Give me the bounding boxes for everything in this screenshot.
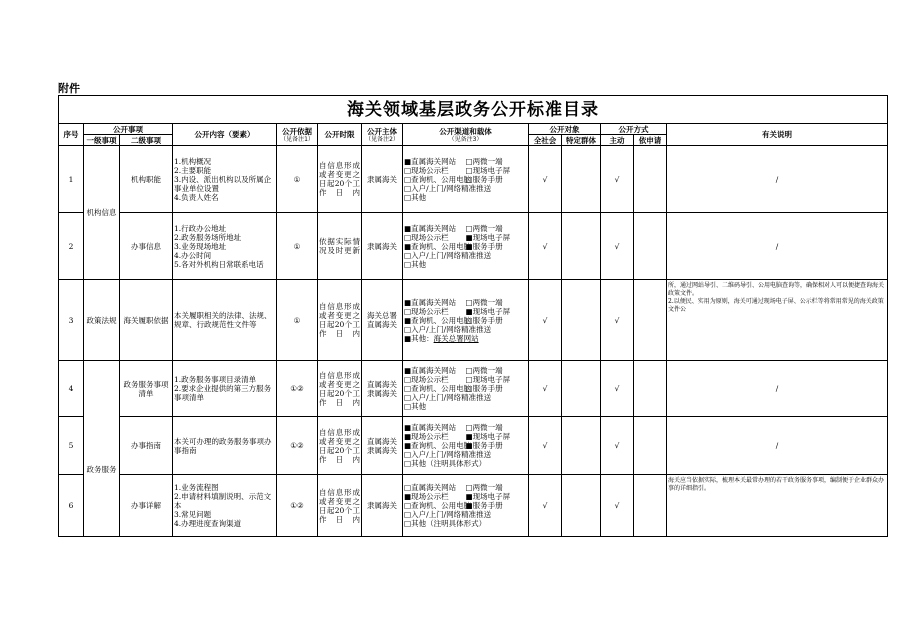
period-cell: 自信息形成或者变更之日起20个工作日内 — [318, 280, 362, 361]
header-subject: 公开主体 （见备注2） — [362, 124, 403, 146]
row-seq: 4 — [59, 361, 84, 417]
channel-option: □两微一端 — [465, 483, 503, 492]
table-row — [59, 417, 888, 475]
channel-option: ■其他： — [404, 333, 434, 343]
channel-cell — [403, 417, 529, 475]
channel-cell — [403, 213, 529, 280]
row-seq: 5 — [59, 417, 84, 475]
channel-option: □查询机、公用电脑 — [404, 384, 472, 393]
channel-option: □入户/上门/网络精准推送 — [404, 393, 492, 402]
header-mode-active: 主动 — [601, 135, 634, 146]
subject-cell: 海关总署 直属海关 — [362, 280, 403, 361]
mode-request-cell — [634, 146, 667, 213]
channel-option: □入户/上门/网络精准推送 — [404, 510, 492, 519]
channel-option: □现场公示栏 — [404, 165, 449, 175]
level2-item: 办事详解 — [120, 475, 173, 537]
channel-option: □服务手册 — [465, 384, 503, 393]
mode-active-cell: √ — [601, 361, 634, 417]
remark-cell: / — [667, 417, 888, 475]
target-all-cell: √ — [529, 146, 562, 213]
channel-option: ■现场公示栏 — [404, 432, 449, 441]
channel-option: ■直属海关网站 — [404, 423, 457, 432]
mode-active-cell: √ — [601, 417, 634, 475]
channel-option: □现场公示栏 — [404, 306, 449, 316]
header-remarks: 有关说明 — [667, 124, 888, 146]
channel-option: ■服务手册 — [465, 241, 503, 251]
table-row — [59, 146, 888, 213]
header-target-all: 全社会 — [529, 135, 562, 146]
channel-option: □入户/上门/网络精准推送 — [404, 324, 492, 334]
channel-option: □其他（注明具体形式） — [404, 459, 487, 468]
period-cell: 自信息形成或者变更之日起20个工作日内 — [318, 146, 362, 213]
header-target-specific: 特定群体 — [562, 135, 601, 146]
level2-item: 海关履职依据 — [120, 280, 173, 361]
table-row — [59, 280, 888, 361]
basis-cell: ① — [277, 146, 318, 213]
channel-cell — [403, 361, 529, 417]
channel-option: ■服务手册 — [465, 441, 503, 450]
channel-option: ■直属海关网站 — [404, 297, 457, 307]
content-cell: 1.行政办公地址 2.政务服务场所地址 3.业务现场地址 4.办公时间 5.各对外机构日常联系电话 — [173, 213, 277, 280]
content-cell: 本关可办理的政务服务事项办事指南 — [173, 417, 277, 475]
channel-cell — [403, 475, 529, 537]
channel-option: ■服务手册 — [465, 501, 503, 510]
basis-cell: ① — [277, 213, 318, 280]
header-level2: 二级事项 — [120, 135, 173, 146]
content-cell: 1.政务服务事项目录清单 2.要求企业提供的第三方服务事项清单 — [173, 361, 277, 417]
channel-option: ■直属海关网站 — [404, 223, 457, 233]
channel-list — [404, 157, 527, 202]
basis-cell: ①② — [277, 417, 318, 475]
channel-list — [404, 366, 527, 411]
channel-option: □现场公示栏 — [404, 375, 449, 384]
channel-option: ■查询机、公用电脑 — [404, 315, 472, 325]
target-specific-cell — [562, 361, 601, 417]
channel-option: □入户/上门/网络精准推送 — [404, 183, 492, 193]
other-channel-link[interactable]: 海关总署网站 — [433, 333, 479, 343]
level2-item: 办事指南 — [120, 417, 173, 475]
channel-list — [404, 224, 527, 269]
level2-item: 办事信息 — [120, 213, 173, 280]
target-all-cell: √ — [529, 280, 562, 361]
mode-active-cell: √ — [601, 475, 634, 537]
channel-option: □服务手册 — [465, 174, 503, 184]
disclosure-standard-table — [58, 95, 888, 537]
mode-active-cell: √ — [601, 146, 634, 213]
subject-cell: 直属海关 隶属海关 — [362, 417, 403, 475]
basis-cell: ① — [277, 280, 318, 361]
channel-list — [404, 423, 527, 468]
remark-cell: / — [667, 146, 888, 213]
header-channel-note: （见备注3） — [448, 135, 483, 143]
mode-request-cell — [634, 213, 667, 280]
channel-option: □入户/上门/网络精准推送 — [404, 450, 492, 459]
header-channel: 公开渠道和载体 （见备注3） — [403, 124, 529, 146]
remark-cell: / — [667, 213, 888, 280]
period-cell: 依据实际情况及时更新 — [318, 213, 362, 280]
table-body — [59, 146, 888, 537]
level1-item: 政策法规 — [84, 280, 120, 361]
mode-request-cell — [634, 417, 667, 475]
channel-option: ■现场电子屏 — [465, 306, 511, 316]
subject-cell: 隶属海关 — [362, 475, 403, 537]
table-row — [59, 475, 888, 537]
table-row — [59, 213, 888, 280]
row-seq: 3 — [59, 280, 84, 361]
subject-cell: 直属海关 隶属海关 — [362, 361, 403, 417]
channel-option: ■现场电子屏 — [465, 492, 511, 501]
mode-active-cell: √ — [601, 280, 634, 361]
mode-request-cell — [634, 361, 667, 417]
channel-option: □现场电子屏 — [465, 375, 511, 384]
basis-cell: ①② — [277, 475, 318, 537]
target-specific-cell — [562, 280, 601, 361]
channel-option: ■现场电子屏 — [465, 432, 511, 441]
period-cell: 自信息形成或者变更之日起20个工作日内 — [318, 475, 362, 537]
channel-option: □其他 — [404, 192, 427, 202]
row-seq: 2 — [59, 213, 84, 280]
subject-cell: 隶属海关 — [362, 213, 403, 280]
channel-option: ■直属海关网站 — [404, 366, 457, 375]
channel-cell — [403, 280, 529, 361]
target-all-cell: √ — [529, 475, 562, 537]
period-cell: 自信息形成或者变更之日起20个工作日内 — [318, 417, 362, 475]
target-specific-cell — [562, 146, 601, 213]
level1-item: 机构信息 — [84, 146, 120, 280]
channel-option: ■查询机、公用电脑 — [404, 441, 472, 450]
target-specific-cell — [562, 475, 601, 537]
channel-option: □两微一端 — [465, 156, 503, 166]
content-cell: 1.机构概况 2.主要职能 3.内设、派出机构以及所属企事业单位设置 4.负责人姓名 — [173, 146, 277, 213]
header-period: 公开时限 — [318, 124, 362, 146]
channel-cell — [403, 146, 529, 213]
channel-option: □现场电子屏 — [465, 165, 511, 175]
header-seq: 序号 — [59, 124, 84, 146]
level1-item: 政务服务 — [84, 361, 120, 537]
level2-item: 机构职能 — [120, 146, 173, 213]
attachment-label: 附件 — [58, 82, 80, 95]
channel-option: ■现场公示栏 — [404, 492, 449, 501]
channel-option: □服务手册 — [465, 315, 503, 325]
basis-cell: ①② — [277, 361, 318, 417]
channel-option: □其他 — [404, 259, 427, 269]
content-cell: 本关履职相关的法律、法规、规章、行政规范性文件等 — [173, 280, 277, 361]
period-cell: 自信息形成或者变更之日起20个工作日内 — [318, 361, 362, 417]
row-seq: 6 — [59, 475, 84, 537]
channel-option: □查询机、公用电脑 — [404, 501, 472, 510]
mode-request-cell — [634, 475, 667, 537]
channel-option: □两微一端 — [465, 366, 503, 375]
header-level1: 一级事项 — [84, 135, 120, 146]
header-content: 公开内容（要素） — [173, 124, 277, 146]
channel-option: □两微一端 — [465, 223, 503, 233]
channel-option: □入户/上门/网络精准推送 — [404, 250, 492, 260]
channel-option: □查询机、公用电脑 — [404, 174, 472, 184]
channel-option: □其他 — [404, 402, 427, 411]
header-target-group: 公开对象 — [529, 124, 601, 135]
channel-option: ■现场电子屏 — [465, 232, 511, 242]
channel-option: ■直属海关网站 — [404, 156, 457, 166]
header-basis-note: （见备注1） — [280, 135, 314, 143]
table-row — [59, 361, 888, 417]
remark-cell: / — [667, 361, 888, 417]
level2-item: 政务服务事项清单 — [120, 361, 173, 417]
target-all-cell: √ — [529, 213, 562, 280]
table-title: 海关领域基层政务公开标准目录 — [59, 96, 888, 124]
header-mode-group: 公开方式 — [601, 124, 667, 135]
channel-list — [404, 298, 527, 343]
target-specific-cell — [562, 417, 601, 475]
header-item-group: 公开事项 — [84, 124, 173, 135]
channel-option: □现场公示栏 — [404, 232, 449, 242]
channel-option: □两微一端 — [465, 423, 503, 432]
channel-option: □两微一端 — [465, 297, 503, 307]
header-subject-note: （见备注2） — [365, 135, 399, 143]
target-all-cell: √ — [529, 417, 562, 475]
remark-cell: 所，通过网站导引、二维码导引、公用电脑查询等，确保相对人可以便捷查询海关政策文件。 2.以便民、实用为原则，海关可通过现场电子屏、公示栏等将常用常见的海关政策文件公 — [667, 280, 888, 361]
remark-cell: 海关应当依据实际，梳理本关最常办理的若干政务服务事项，编制便于企业群众办事的详细指引。 — [667, 475, 888, 537]
channel-option: ■查询机、公用电脑 — [404, 241, 472, 251]
channel-list — [404, 483, 527, 528]
mode-request-cell — [634, 280, 667, 361]
content-cell: 1.业务流程图 2.申请材料填制说明、示范文本 3.常见问题 4.办理进度查询渠道 — [173, 475, 277, 537]
row-seq: 1 — [59, 146, 84, 213]
header-mode-request: 依申请 — [634, 135, 667, 146]
target-specific-cell — [562, 213, 601, 280]
channel-option: □其他（注明具体形式） — [404, 519, 487, 528]
target-all-cell: √ — [529, 361, 562, 417]
mode-active-cell: √ — [601, 213, 634, 280]
channel-option: □直属海关网站 — [404, 483, 457, 492]
header-basis: 公开依据 （见备注1） — [277, 124, 318, 146]
subject-cell: 隶属海关 — [362, 146, 403, 213]
